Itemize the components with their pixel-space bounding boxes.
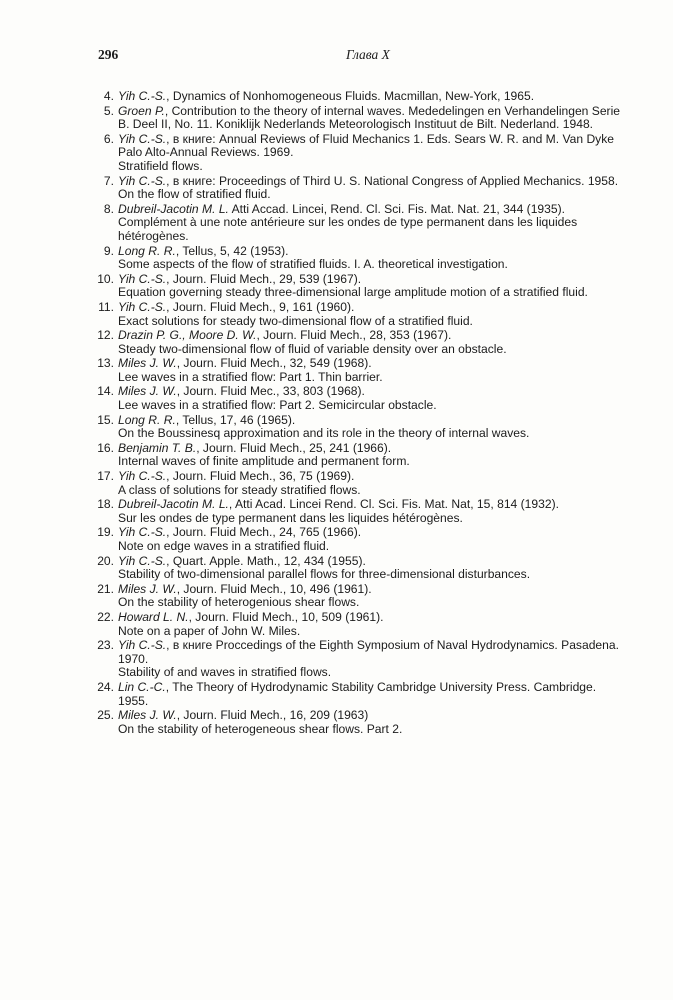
reference-text: Steady two-dimensional flow of fluid of variable density over an obstacle. [118, 341, 507, 356]
reference-text: , Journ. Fluid Mech., 36, 75 (1969). [166, 469, 355, 484]
reference-author: Miles J. W. [118, 356, 177, 371]
reference-author: Yih C.-S. [118, 553, 167, 568]
reference-text: Some aspects of the flow of stratified fluids. I. A. theoretical investigation. [118, 257, 508, 272]
reference-text: A class of solutions for steady stratified flows. [118, 482, 361, 497]
reference-text: , Journ. Fluid Mech., 10, 496 (1961). [176, 581, 372, 596]
reference-text: , в книге Proccedings of the Eighth Symposium of Naval Hydrodynamics. Pasadena. 1970. [118, 638, 619, 666]
reference-text: Internal waves of finite amplitude and permanent form. [118, 454, 410, 469]
reference-number: 12. [97, 328, 114, 343]
page-header [98, 47, 625, 65]
reference-text: Stratifield flows. [118, 158, 203, 173]
reference-citation [118, 203, 623, 217]
reference-item [0, 133, 673, 174]
reference-number: 16. [97, 440, 114, 455]
reference-title [118, 568, 623, 582]
reference-author: Yih C.-S. [118, 299, 167, 314]
reference-item [0, 442, 673, 469]
reference-text: Lee waves in a stratified flow: Part 1. Thin barrier. [118, 369, 383, 384]
reference-text: , Dynamics of Nonhomogeneous Fluids. Macmillan, New-York, 1965. [166, 89, 535, 103]
reference-text: , Quart. Apple. Math., 12, 434 (1955). [166, 553, 366, 568]
reference-author: Yih C.-S. [118, 173, 167, 188]
reference-citation [118, 709, 623, 723]
reference-number: 7. [103, 173, 114, 188]
reference-number: 20. [97, 553, 114, 568]
reference-item [0, 681, 673, 708]
reference-number: 19. [97, 525, 114, 540]
reference-number: 23. [97, 638, 114, 653]
reference-item [0, 203, 673, 244]
reference-text: , Contribution to the theory of internal waves. Mededelingen en Verhandelingen Serie B. Deel II, No. 11. Koniklijk Nederlands Meteorologisch Instituut de Bilt. Nederland. 1948. [118, 103, 621, 132]
reference-citation [118, 414, 623, 428]
reference-number: 17. [97, 469, 114, 484]
reference-text: On the flow of stratified fluid. [118, 187, 271, 202]
reference-item [0, 357, 673, 384]
reference-title [118, 258, 623, 272]
reference-citation [118, 526, 623, 540]
reference-title [118, 512, 623, 526]
reference-author: Yih C.-S. [118, 89, 167, 103]
reference-item [0, 583, 673, 610]
reference-citation [118, 357, 623, 371]
reference-author: Yih C.-S. [118, 271, 167, 286]
reference-text: Stability of and waves in stratified flows. [118, 665, 332, 680]
reference-number: 22. [97, 609, 114, 624]
reference-text: Lee waves in a stratified flow: Part 2. Semicircular obstacle. [118, 398, 437, 413]
reference-number: 8. [103, 201, 114, 216]
reference-item [0, 245, 673, 272]
page-number: 296 [98, 47, 119, 62]
reference-author: Dubreil-Jacotin M. L. [118, 497, 229, 512]
reference-item [0, 526, 673, 553]
reference-item [0, 639, 673, 680]
reference-title [118, 484, 623, 498]
reference-item [0, 273, 673, 300]
reference-text: Note on edge waves in a stratified fluid. [118, 539, 330, 553]
reference-citation [118, 105, 623, 132]
reference-text: , в книге: Proceedings of Third U. S. National Congress of Applied Mechanics. 1958. [166, 173, 619, 188]
reference-list [0, 90, 673, 737]
reference-author: Yih C.-S. [118, 131, 167, 146]
reference-text: , Journ. Fluid Mech., 16, 209 (1963) [176, 708, 369, 723]
reference-author: Long R. R. [118, 243, 176, 258]
reference-text: , Tellus, 5, 42 (1953). [175, 243, 289, 258]
reference-number: 25. [97, 708, 114, 723]
reference-number: 11. [98, 299, 114, 314]
reference-title [118, 286, 623, 300]
reference-item [0, 611, 673, 638]
reference-citation [118, 90, 623, 104]
reference-citation [118, 245, 623, 259]
reference-title [118, 723, 623, 737]
reference-item [0, 175, 673, 202]
reference-title [118, 625, 623, 639]
reference-number: 13. [97, 356, 114, 371]
reference-number: 15. [97, 412, 114, 427]
reference-title [118, 371, 623, 385]
reference-text: , Journ. Fluid Mech., 9, 161 (1960). [166, 299, 355, 314]
reference-item [0, 90, 673, 104]
reference-item [0, 555, 673, 582]
reference-text: , The Theory of Hydrodynamic Stability Cambridge University Press. Cambridge. 1955. [118, 679, 597, 708]
reference-author: Miles J. W. [118, 581, 177, 596]
reference-number: 4. [103, 89, 114, 103]
reference-title [118, 596, 623, 610]
reference-item [0, 105, 673, 132]
reference-citation [118, 385, 623, 399]
reference-title [118, 540, 623, 554]
reference-author: Yih C.-S. [118, 469, 167, 484]
reference-citation [118, 329, 623, 343]
reference-item [0, 414, 673, 441]
reference-text: Sur les ondes de type permanent dans les liquides hétérogènes. [118, 510, 463, 525]
reference-item [0, 470, 673, 497]
reference-text: Equation governing steady three-dimensional large amplitude motion of a stratified fluid. [118, 285, 588, 300]
reference-number: 5. [103, 103, 114, 118]
reference-text: , в книге: Annual Reviews of Fluid Mechanics 1. Eds. Sears W. R. and M. Van Dyke Palo Alto-Annual Reviews. 1969. [118, 131, 614, 160]
reference-citation [118, 639, 623, 666]
chapter-title: Глава X [346, 47, 390, 62]
reference-author: Drazin P. G., Moore D. W. [118, 328, 257, 343]
reference-text: Atti Accad. Lincei, Rend. Cl. Sci. Fis. Mat. Nat. 21, 344 (1935). [228, 201, 565, 216]
reference-title [118, 160, 623, 174]
reference-item [0, 329, 673, 356]
reference-text: On the stability of heterogeneous shear flows. Part 2. [118, 721, 403, 736]
reference-number: 9. [103, 243, 114, 258]
reference-title [118, 188, 623, 202]
reference-title [118, 216, 623, 243]
reference-citation [118, 681, 623, 708]
reference-item [0, 709, 673, 736]
reference-author: Miles J. W. [118, 384, 177, 399]
reference-author: Long R. R. [118, 412, 176, 427]
reference-title [118, 666, 623, 680]
reference-item [0, 498, 673, 525]
reference-citation [118, 611, 623, 625]
reference-citation [118, 555, 623, 569]
reference-title [118, 315, 623, 329]
reference-item [0, 385, 673, 412]
reference-author: Dubreil-Jacotin M. L. [118, 201, 229, 216]
reference-author: Benjamin T. B. [118, 440, 197, 455]
reference-text: Exact solutions for steady two-dimensional flow of a stratified fluid. [118, 313, 473, 328]
reference-citation [118, 175, 623, 189]
reference-citation [118, 470, 623, 484]
reference-text: , Journ. Fluid Mech., 25, 241 (1966). [196, 440, 392, 455]
reference-number: 18. [97, 497, 114, 512]
reference-number: 14. [97, 384, 114, 399]
reference-title [118, 343, 623, 357]
reference-text: , Journ. Fluid Mec., 33, 803 (1968). [176, 384, 365, 399]
reference-text: , Journ. Fluid Mech., 29, 539 (1967). [166, 271, 362, 286]
reference-author: Miles J. W. [118, 708, 177, 723]
reference-text: , Journ. Fluid Mech., 32, 549 (1968). [176, 356, 372, 371]
reference-author: Yih C.-S. [118, 525, 167, 540]
reference-author: Groen P. [118, 103, 165, 118]
reference-number: 6. [103, 131, 114, 146]
reference-text: Complément à une note antérieure sur les ondes de type permanent dans les liquides hétérogènes. [118, 215, 578, 243]
reference-text: , Journ. Fluid Mech., 10, 509 (1961). [188, 609, 384, 624]
reference-number: 21. [97, 581, 114, 596]
reference-citation [118, 133, 623, 160]
reference-title [118, 427, 623, 441]
reference-citation [118, 442, 623, 456]
reference-text: , Tellus, 17, 46 (1965). [175, 412, 296, 427]
reference-title [118, 399, 623, 413]
reference-text: , Journ. Fluid Mech., 28, 353 (1967). [256, 328, 452, 343]
reference-citation [118, 273, 623, 287]
reference-author: Howard L. N. [118, 609, 189, 624]
reference-citation [118, 498, 623, 512]
reference-author: Yih C.-S. [118, 638, 167, 653]
reference-item [0, 301, 673, 328]
reference-author: Lin C.-C. [118, 679, 166, 694]
reference-citation [118, 583, 623, 597]
reference-number: 24. [97, 679, 114, 694]
reference-text: , Journ. Fluid Mech., 24, 765 (1966). [166, 525, 362, 540]
reference-citation [118, 301, 623, 315]
reference-text: Stability of two-dimensional parallel flows for three-dimensional disturbances. [118, 567, 531, 582]
reference-text: On the stability of heterogenious shear flows. [118, 595, 360, 610]
reference-text: Note on a paper of John W. Miles. [118, 623, 301, 638]
reference-text: , Atti Acad. Lincei Rend. Cl. Sci. Fis. Mat. Nat, 15, 814 (1932). [228, 497, 559, 512]
reference-number: 10. [97, 271, 114, 286]
reference-title [118, 455, 623, 469]
reference-text: On the Boussinesq approximation and its role in the theory of internal waves. [118, 426, 530, 441]
